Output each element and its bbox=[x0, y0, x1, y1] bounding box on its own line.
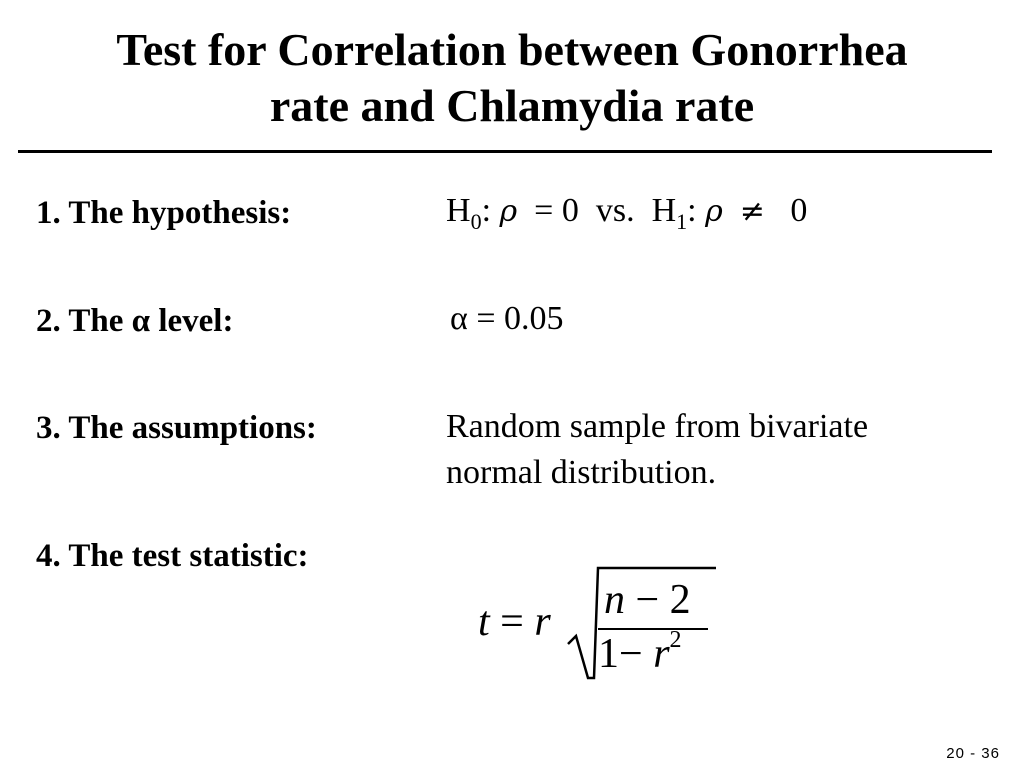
title-line-2: rate and Chlamydia rate bbox=[269, 80, 755, 131]
slide-title bbox=[0, 22, 1024, 134]
assumptions-line-2: normal distribution. bbox=[446, 454, 717, 491]
alpha-icon: α bbox=[131, 303, 151, 339]
equals-zero: = 0 bbox=[534, 192, 579, 229]
rho-symbol-2: ρ bbox=[705, 194, 723, 229]
formula-numerator: n − 2 bbox=[604, 577, 691, 623]
alpha-symbol: α bbox=[450, 300, 468, 337]
h1-subscript: 1 bbox=[676, 209, 688, 234]
square-root bbox=[566, 566, 716, 686]
formula-r: r bbox=[534, 599, 551, 645]
hypothesis-label: 1. The hypothesis: bbox=[36, 195, 292, 231]
hypothesis-value: $H_0$: ρ = 0 vs. $H_1$: ρ ≠ 0 bbox=[446, 192, 808, 234]
alpha-level-label: 2. The α level: bbox=[36, 303, 234, 339]
assumptions-line-1: Random sample from bivariate bbox=[446, 408, 869, 445]
h0-subscript: 0 bbox=[470, 209, 482, 234]
alpha-level-value: α = 0.05 bbox=[450, 300, 564, 337]
formula-equals: = bbox=[500, 599, 524, 645]
not-equal-symbol: ≠ bbox=[739, 194, 765, 229]
zero-value: 0 bbox=[790, 192, 808, 229]
h0-symbol: H bbox=[446, 192, 471, 229]
vs-text: vs. bbox=[595, 192, 635, 229]
page-number: 20 - 36 bbox=[946, 745, 1000, 762]
h1-symbol: H bbox=[651, 192, 677, 229]
assumptions-label: 3. The assumptions: bbox=[36, 410, 317, 446]
assumptions-value bbox=[446, 404, 868, 496]
test-statistic-formula bbox=[470, 560, 730, 690]
title-line-1: Test for Correlation between Gonorrhea bbox=[116, 24, 908, 75]
formula-t: t bbox=[478, 599, 490, 645]
title-divider bbox=[18, 150, 992, 153]
rho-symbol: ρ bbox=[499, 194, 518, 229]
formula-denominator: $1- r^2$ bbox=[598, 627, 682, 677]
test-statistic-label: 4. The test statistic: bbox=[36, 538, 309, 574]
